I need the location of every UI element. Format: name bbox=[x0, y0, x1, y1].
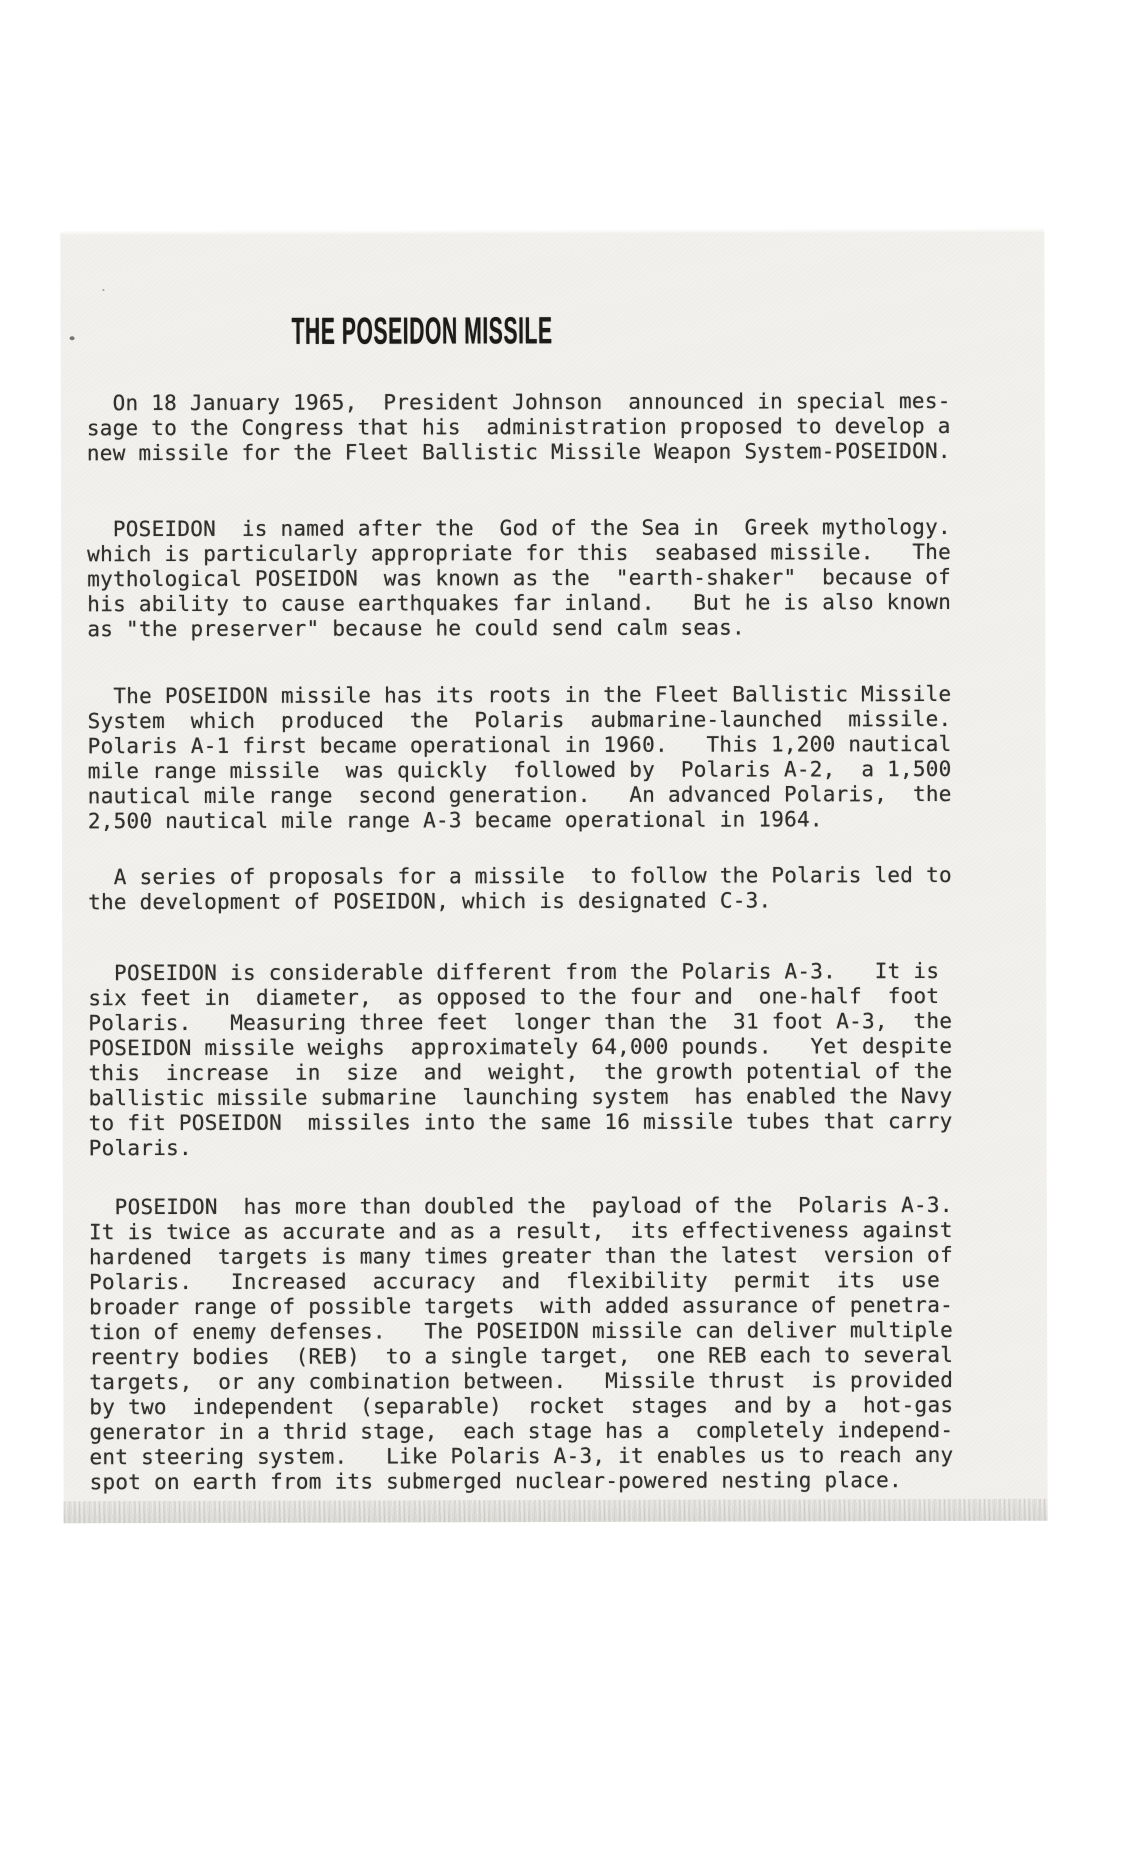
page-title bbox=[87, 309, 964, 353]
paragraph-designation: A series of proposals for a missile to follow the Polaris led to the development of POSEIDON, which is designated C-3. bbox=[87, 862, 952, 915]
paragraph-announcement: On 18 January 1965, President Johnson announced in special mes- sage to the Congress that his administration proposed to develop a new missile for the Fleet Ballistic Missile Weapon System-POSEIDON. bbox=[86, 388, 951, 466]
scan-edge-artifact bbox=[64, 1499, 1048, 1524]
scan-speck bbox=[102, 289, 104, 291]
paragraph-capabilities: POSEIDON has more than doubled the payload of the Polaris A-3. It is twice as accurate and as a result, its effectiveness against hardened targets is many times greater than the latest version of Polaris. Increased accuracy and flexibility permit its use broader range of possible targets with added assurance of penetra- tion of enemy defenses. The POSEIDON missile can deliver multiple reentry bodies (REB) to a single target, one REB each to several targets, or any combination between. Missile thrust is provided by two independent (separable) rocket stages and by a hot-gas generator in a thrid stage, each stage has a completely independ- ent steering system. Like Polaris A-3, it enables us to reach any spot on earth from its submerged nuclear-powered nesting place. bbox=[88, 1192, 954, 1495]
paragraph-polaris-history: The POSEIDON missile has its roots in the Fleet Ballistic Missile System which produced the Polaris aubmarine-launched missile. Polaris A-1 first became operational in 1960. This 1,200 nautical mile range missile was quickly followed by Polaris A-2, a 1,500 nautical mile range second generation. An advanced Polaris, the 2,500 nautical mile range A-3 became operational in 1964. bbox=[87, 681, 952, 834]
paragraph-mythology: POSEIDON is named after the God of the Sea in Greek mythology. which is particularly appropriate for this seabased missile. The mythological POSEIDON was known as the "earth-shaker" because of his ability to cause earthquakes far inland. But he is also known as "the preserver" because he could send calm seas. bbox=[87, 514, 952, 642]
scanned-document-page bbox=[60, 229, 1047, 1524]
page-title-text: THE POSEIDON MISSILE bbox=[291, 309, 553, 353]
paragraph-dimensions: POSEIDON is considerable different from the Polaris A-3. It is six feet in diameter, as opposed to the four and one-half foot Polaris. Measuring three feet longer than the 31 foot A-3, the POSEIDON missile weighs approximately 64,000 pounds. Yet despite this increase in size and weight, the growth potential of the ballistic missile submarine launching system has enabled the Navy to fit POSEIDON missiles into the same 16 missile tubes that carry Polaris. bbox=[88, 958, 953, 1161]
scan-speck bbox=[70, 336, 75, 340]
scan-edge-artifact bbox=[60, 229, 1044, 236]
